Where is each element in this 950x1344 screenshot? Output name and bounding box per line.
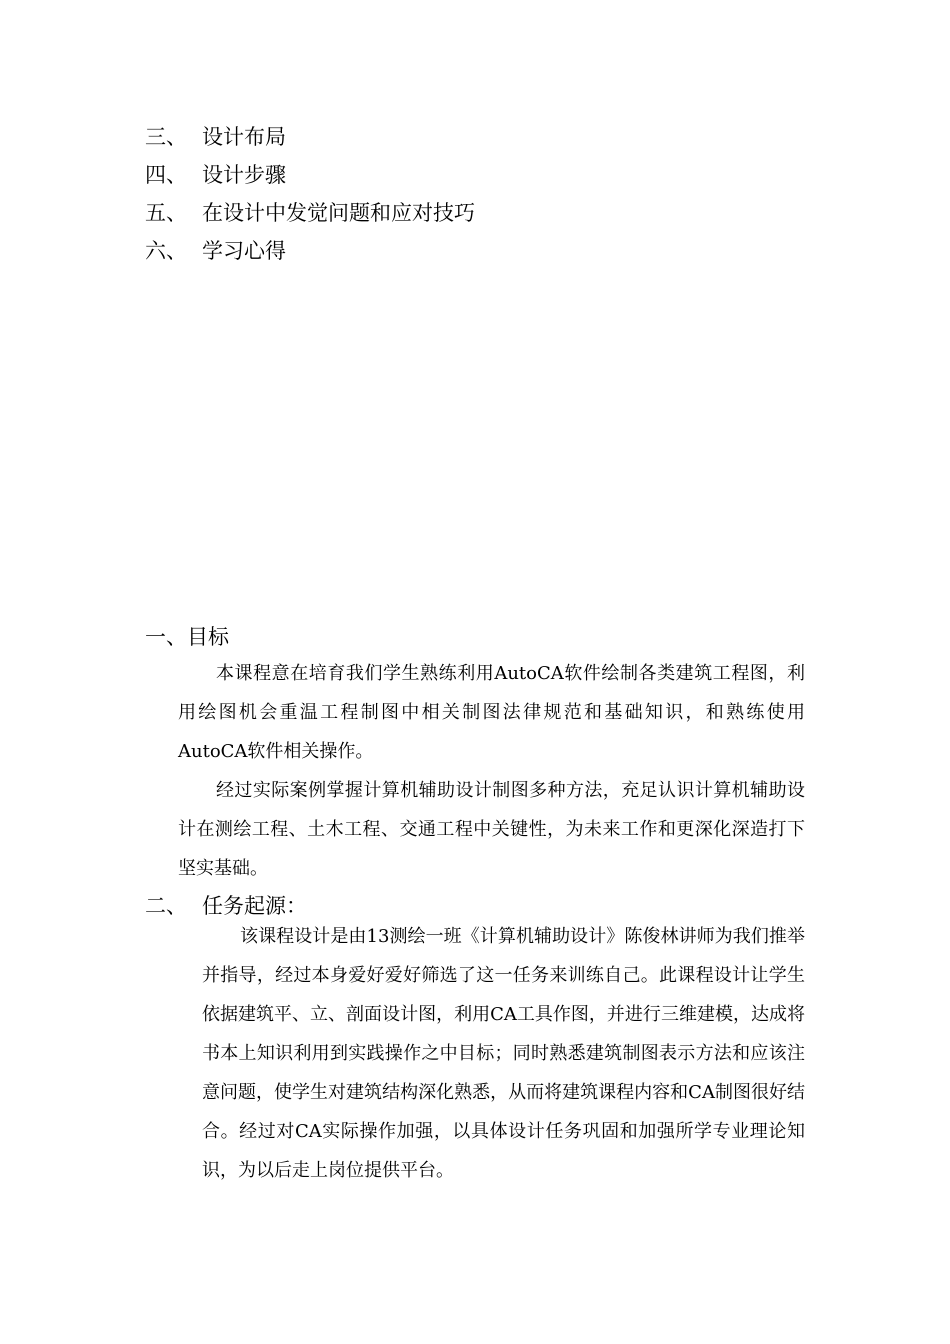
section-title: 任务起源： [202, 894, 307, 918]
toc-label: 在设计中发觉问题和应对技巧 [202, 201, 475, 225]
task-origin-paragraph: 该课程设计是由13测绘一班《计算机辅助设计》陈俊林讲师为我们推举并指导，经过本身爱好爱好筛选了这一任务来训练自己。此课程设计让学生依据建筑平、立、剖面设计图，利用CA工具作图，并进行三维建模，达成将书本上知识利用到实践操作之中目标；同时熟悉建筑制图表示方法和应该注意问题，使学生对建筑结构深化熟悉，从而将建筑课程内容和CA制图很好结合。经过对CA实际操作加强，以具体设计任务巩固和加强所学专业理论知识，为以后走上岗位提供平台。 [202, 926, 805, 1181]
toc-label: 设计步骤 [202, 163, 286, 187]
toc-item [145, 238, 286, 264]
toc-number: 五、 [145, 201, 187, 225]
toc-number: 六、 [145, 239, 187, 263]
toc-item [145, 124, 286, 150]
toc-number: 三、 [145, 125, 187, 149]
toc-label: 学习心得 [202, 239, 286, 263]
section-heading-goal: 一、目标 [145, 625, 229, 649]
toc-item [145, 162, 286, 188]
goal-paragraph-1: 本课程意在培育我们学生熟练利用AutoCA软件绘制各类建筑工程图，利用绘图机会重温工程制图中相关制图法律规范和基础知识，和熟练使用AutoCA软件相关操作。 [178, 663, 805, 762]
section-heading-task-origin [145, 893, 307, 919]
section-number: 二、 [145, 894, 187, 918]
toc-number: 四、 [145, 163, 187, 187]
toc-label: 设计布局 [202, 125, 286, 149]
goal-paragraph-2: 经过实际案例掌握计算机辅助设计制图多种方法，充足认识计算机辅助设计在测绘工程、土木工程、交通工程中关键性，为未来工作和更深化深造打下坚实基础。 [178, 780, 805, 879]
toc-item [145, 200, 475, 226]
